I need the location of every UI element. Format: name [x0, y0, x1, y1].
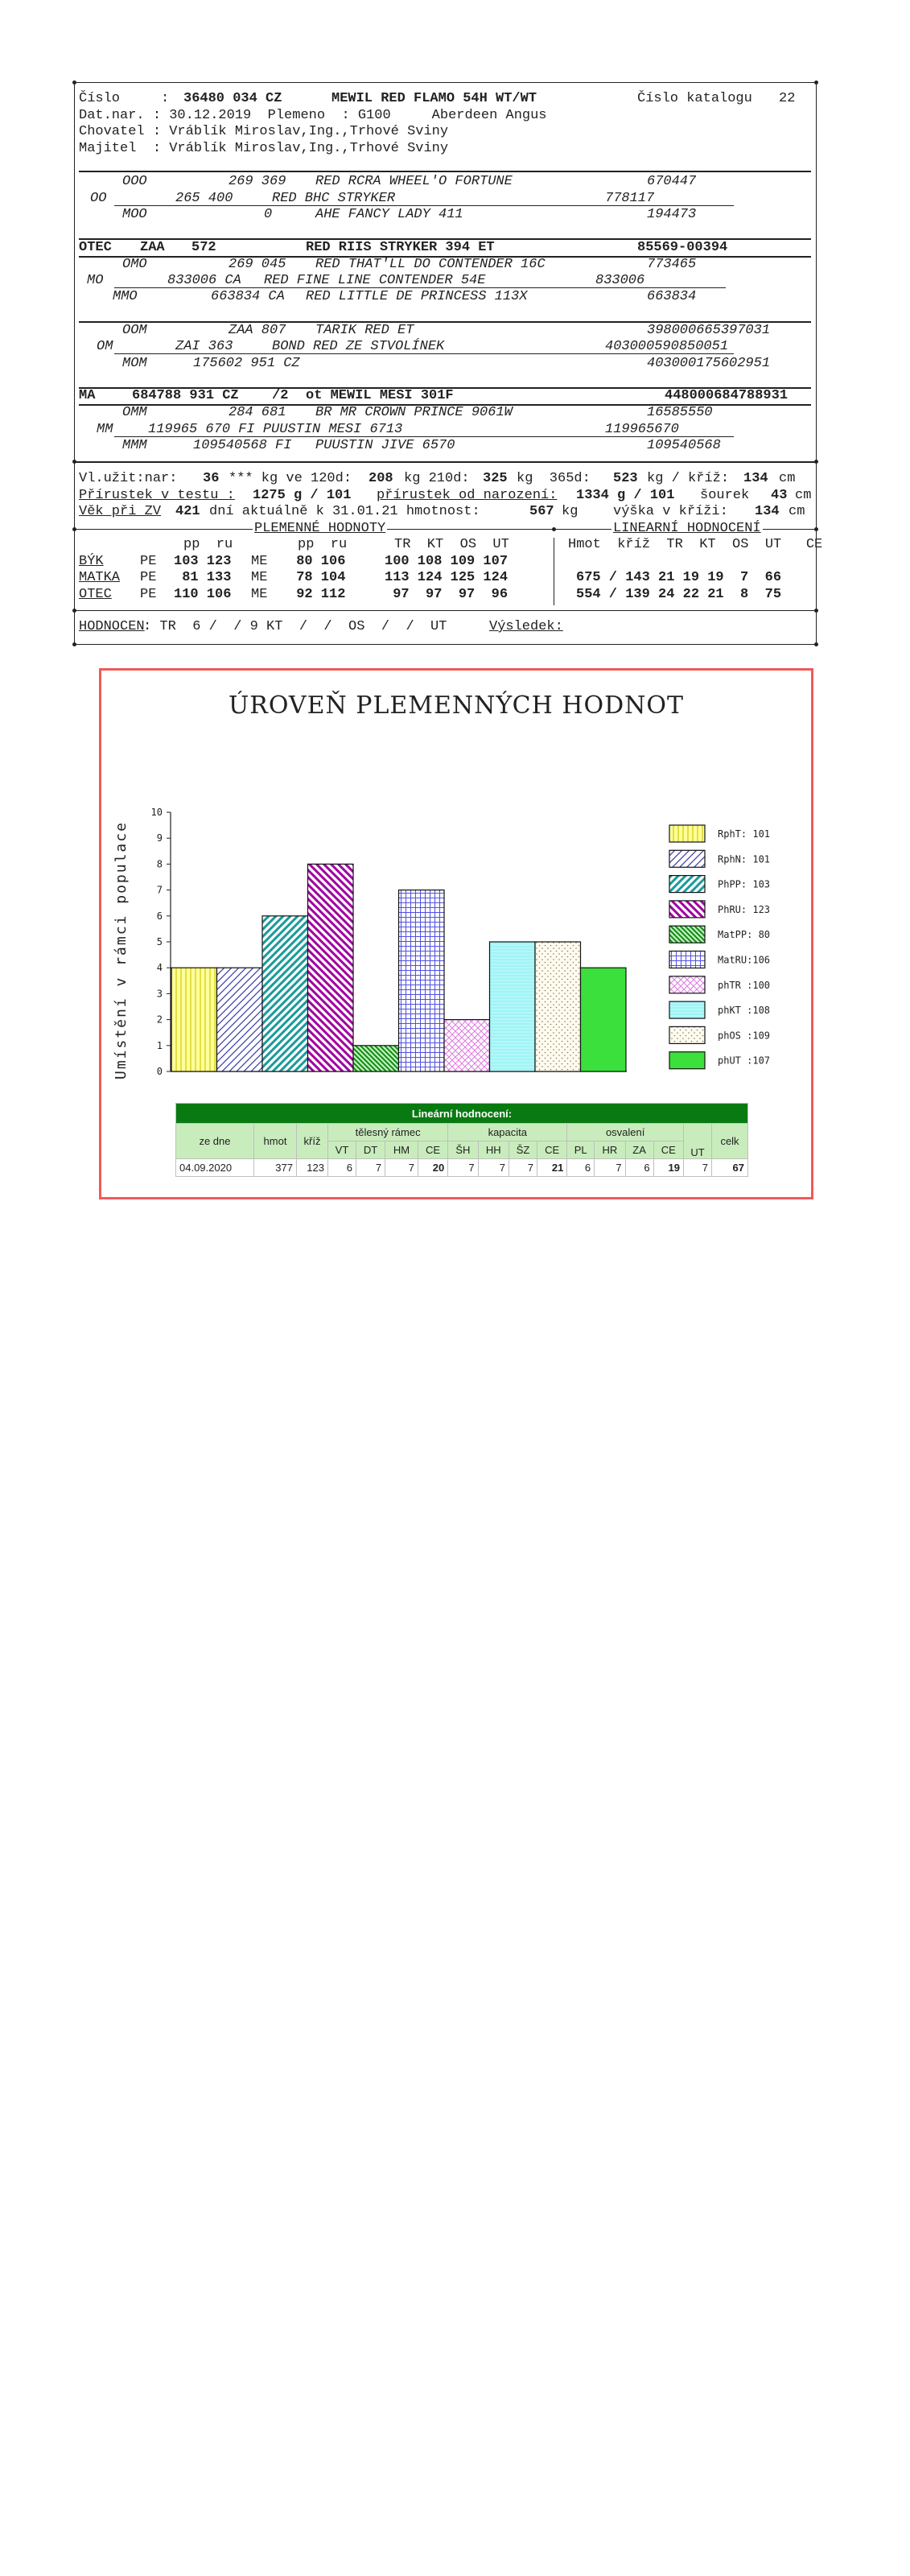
otec-breed: ZAA — [140, 240, 165, 255]
sourek-unit: cm — [795, 488, 812, 503]
sub-hm: HM — [385, 1141, 418, 1159]
vl-value: 36 — [203, 471, 220, 486]
ooo-num: 269 369 — [229, 174, 286, 189]
omm-name: BR MR CROWN PRINCE 9061W — [315, 405, 513, 420]
hodnocen-label: HODNOCEN — [79, 619, 145, 634]
y-tick-label: 3 — [156, 988, 163, 1000]
bar-phUT — [581, 968, 627, 1071]
linear-table-title: Lineární hodnocení: — [176, 1104, 748, 1124]
pt-label: Přírustek v testu : — [79, 488, 235, 503]
omo-num: 269 045 — [229, 257, 286, 272]
mmm-num: 109540568 FI — [193, 438, 292, 453]
mo-code: MO — [87, 273, 104, 288]
bar-phTR — [444, 1020, 490, 1071]
otec-label: OTEC — [79, 240, 112, 255]
col-ramec: tělesný rámec — [328, 1124, 448, 1141]
head-linear: Hmot kříž TR KT OS UT CE — [568, 537, 823, 552]
cell: 19 — [653, 1159, 683, 1177]
sub-sz: ŠZ — [509, 1141, 537, 1159]
corner-dot — [814, 527, 818, 531]
breeding-title: PLEMENNÉ HODNOTY — [254, 521, 386, 536]
om-id: 403000590850051 — [605, 339, 729, 354]
cell: 20 — [418, 1159, 447, 1177]
ma-name: ot MEWIL MESI 301F — [306, 388, 454, 403]
legend-swatch — [669, 901, 705, 918]
mo-num: 833006 CA — [167, 273, 241, 288]
mm-name: 119965 670 FI PUUSTIN MESI 6713 — [148, 422, 403, 437]
legend-swatch — [669, 1052, 705, 1069]
y-tick-label: 1 — [156, 1039, 163, 1051]
corner-dot — [72, 609, 76, 613]
vyska-label: výška v kříži: — [613, 504, 728, 519]
omo-name: RED THAT'LL DO CONTENDER 16C — [315, 257, 546, 272]
otec-num: 572 — [191, 240, 216, 255]
omm-id: 16585550 — [647, 405, 713, 420]
y-tick-label: 7 — [156, 884, 163, 896]
mom-code: MOM — [122, 356, 147, 371]
bar-chart — [101, 671, 811, 1089]
vyska-unit: cm — [789, 504, 805, 519]
row-me: ME — [251, 587, 268, 602]
cell: 377 — [254, 1159, 297, 1177]
ooo-id: 670447 — [647, 174, 697, 189]
sub-ce: CE — [537, 1141, 567, 1159]
oom-num: ZAA 807 — [229, 323, 286, 338]
legend-swatch — [669, 1001, 705, 1018]
moo-name: AHE FANCY LADY 411 — [315, 207, 463, 222]
corner-dot — [552, 527, 556, 531]
otec-id: 85569-00394 — [637, 240, 728, 255]
mom-num: 175602 951 CZ — [193, 356, 300, 371]
mmm-name: PUUSTIN JIVE 6570 — [315, 438, 455, 453]
moo-id: 194473 — [647, 207, 697, 222]
sub-sh: ŠH — [448, 1141, 478, 1159]
mo-id: 833006 — [595, 273, 645, 288]
legend-label: MatRU:106 — [718, 954, 771, 966]
cislo-value: 36480 034 CZ — [183, 91, 282, 106]
head-pp-ru-me: pp ru — [298, 537, 348, 552]
mm-id: 119965670 — [605, 422, 679, 437]
sub-hh: HH — [478, 1141, 509, 1159]
birth-breed-line: Dat.nar. : 30.12.2019 Plemeno : G100 Aberdeen Angus — [79, 108, 547, 123]
col-kriz: kříž — [297, 1124, 328, 1159]
col-ut: UT — [684, 1124, 712, 1159]
corner-dot — [72, 642, 76, 646]
y-axis-label: Umístění v rámci populace — [113, 821, 130, 1080]
otec-name: RED RIIS STRYKER 394 ET — [306, 240, 495, 255]
weight-365d: 523 — [613, 471, 638, 486]
row-pe: PE — [140, 570, 157, 585]
omm-code: OMM — [122, 405, 147, 420]
bar-phKT — [490, 942, 536, 1071]
y-tick-label: 8 — [156, 858, 163, 870]
y-tick-label: 2 — [156, 1013, 163, 1026]
hmot-value: 567 — [529, 504, 554, 519]
cell: 123 — [297, 1159, 328, 1177]
legend-swatch — [669, 1026, 705, 1043]
cell: 7 — [509, 1159, 537, 1177]
corner-dot — [72, 460, 76, 464]
moo-num: 0 — [264, 207, 273, 222]
bar-PhPP — [262, 916, 308, 1071]
mmo-id: 663834 — [647, 289, 697, 304]
border-top — [74, 82, 816, 83]
legend-label: phKT :108 — [718, 1005, 771, 1017]
katalog-label: Číslo katalogu — [637, 91, 752, 106]
kriz-unit: cm — [779, 471, 796, 486]
catalog-card — [74, 80, 835, 662]
row-linear: 675 / 143 21 19 19 7 66 — [576, 570, 782, 585]
mmo-num: 663834 CA — [211, 289, 285, 304]
bar-PhRU — [308, 864, 354, 1071]
row-me: ME — [251, 570, 268, 585]
row-pe-values: 110 106 — [174, 587, 232, 602]
mmm-id: 109540568 — [647, 438, 721, 453]
linear-title: LINEARNÍ HODNOCENÍ — [613, 521, 761, 536]
om-num: ZAI 363 — [175, 339, 233, 354]
col-osvaleni: osvalení — [567, 1124, 684, 1141]
ma-num: 684788 931 CZ — [132, 388, 239, 403]
sub-pl: PL — [567, 1141, 595, 1159]
mo-name: RED FINE LINE CONTENDER 54E — [264, 273, 486, 288]
sourek-label: šourek — [700, 488, 750, 503]
separator — [74, 461, 816, 463]
border-left — [74, 82, 75, 644]
hmot-unit: kg — [562, 504, 579, 519]
row-pe-values: 103 123 — [174, 554, 232, 569]
oo-name: RED BHC STRYKER — [272, 191, 396, 206]
legend-label: MatPP: 80 — [718, 929, 771, 941]
cislo-label: Číslo : — [79, 91, 170, 106]
col-kapacita: kapacita — [448, 1124, 567, 1141]
y-tick-label: 9 — [156, 832, 163, 844]
separator — [74, 610, 816, 611]
sub-hr: HR — [595, 1141, 625, 1159]
legend-swatch — [669, 850, 705, 867]
mmm-code: MMM — [122, 438, 147, 453]
ma-id: 448000684788931 — [665, 388, 789, 403]
row-name: MATKA — [79, 570, 121, 585]
cell: 7 — [595, 1159, 625, 1177]
col-celk: celk — [712, 1124, 748, 1159]
vl-mid: *** kg ve 120d: — [229, 471, 352, 486]
omm-num: 284 681 — [229, 405, 286, 420]
legend-swatch — [669, 825, 705, 842]
cell: 7 — [448, 1159, 478, 1177]
sub-ce: CE — [653, 1141, 683, 1159]
row-traits: 97 97 97 96 — [385, 587, 509, 602]
oo-id: 778117 — [605, 191, 655, 206]
kriz-value: 134 — [743, 471, 768, 486]
bar-MatPP — [353, 1046, 399, 1071]
hodnocen-values: : TR 6 / / 9 KT / / OS / / UT — [143, 619, 447, 634]
vek-mid: dní aktuálně k 31.01.21 hmotnost: — [209, 504, 480, 519]
col-hmot: hmot — [254, 1124, 297, 1159]
cell: 6 — [567, 1159, 595, 1177]
ma-lact: /2 — [272, 388, 289, 403]
underline — [114, 353, 734, 354]
table-row — [176, 1159, 748, 1177]
row-linear: 554 / 139 24 22 21 8 75 — [576, 587, 782, 602]
pn-value: 1334 g / 101 — [576, 488, 675, 503]
head-pp-ru: pp ru — [183, 537, 233, 552]
sourek-value: 43 — [771, 488, 788, 503]
legend-swatch — [669, 876, 705, 893]
cell: 6 — [625, 1159, 653, 1177]
d365-label: kg 365d: — [517, 471, 591, 486]
ooo-code: OOO — [122, 174, 147, 189]
oom-id: 398000665397031 — [647, 323, 771, 338]
weight-210d: 325 — [483, 471, 508, 486]
border-right — [816, 82, 817, 644]
mm-code: MM — [97, 422, 113, 437]
legend-label: phTR :100 — [718, 979, 771, 991]
legend-label: PhRU: 123 — [718, 903, 771, 915]
cell: 67 — [712, 1159, 748, 1177]
border-bottom — [74, 644, 816, 645]
row-me-values: 80 106 — [288, 554, 346, 569]
ooo-name: RED RCRA WHEEL'O FORTUNE — [315, 174, 513, 189]
legend-label: PhPP: 103 — [718, 878, 771, 890]
cell: 7 — [684, 1159, 712, 1177]
corner-dot — [814, 460, 818, 464]
head-traits: TR KT OS UT — [394, 537, 509, 552]
row-pe: PE — [140, 587, 157, 602]
om-name: BOND RED ZE STVOLÍNEK — [272, 339, 445, 354]
y-tick-label: 5 — [156, 936, 163, 947]
oom-name: TARIK RED ET — [315, 323, 414, 338]
separator — [79, 171, 811, 172]
chovatel-line: Chovatel : Vráblík Miroslav,Ing.,Trhové Sviny — [79, 124, 449, 139]
d210-label: kg 210d: — [404, 471, 470, 486]
sub-za: ZA — [625, 1141, 653, 1159]
animal-name: MEWIL RED FLAMO 54H WT/WT — [331, 91, 537, 106]
om-code: OM — [97, 339, 113, 354]
row-me-values: 78 104 — [288, 570, 346, 585]
corner-dot — [72, 527, 76, 531]
legend-label: phOS :109 — [718, 1030, 771, 1042]
sub-dt: DT — [356, 1141, 385, 1159]
vek-value: 421 — [175, 504, 200, 519]
pn-label: přírustek od narození: — [377, 488, 558, 503]
corner-dot — [814, 609, 818, 613]
chart-title: ÚROVEŇ PLEMENNÝCH HODNOT — [228, 691, 684, 720]
cell: 7 — [478, 1159, 509, 1177]
legend-swatch — [669, 926, 705, 943]
omo-id: 773465 — [647, 257, 697, 272]
vek-label: Věk při ZV — [79, 504, 162, 519]
corner-dot — [814, 642, 818, 646]
cell: 7 — [356, 1159, 385, 1177]
linear-table — [175, 1103, 748, 1177]
kriz-label: kg / kříž: — [647, 471, 730, 486]
vysledek-label: Výsledek: — [489, 619, 563, 634]
bar-MatRU — [399, 890, 445, 1071]
vl-label: Vl.užit:nar: — [79, 471, 178, 486]
mom-id: 403000175602951 — [647, 356, 771, 371]
sub-vt: VT — [328, 1141, 356, 1159]
oom-code: OOM — [122, 323, 147, 338]
legend-label: RphT: 101 — [718, 828, 771, 840]
sub-ce: CE — [418, 1141, 447, 1159]
mmo-code: MMO — [113, 289, 138, 304]
mmo-name: RED LITTLE DE PRINCESS 113X — [306, 289, 528, 304]
y-tick-label: 6 — [156, 910, 163, 922]
row-pe-values: 81 133 — [174, 570, 232, 585]
katalog-value: 22 — [779, 91, 796, 106]
pt-value: 1275 g / 101 — [253, 488, 352, 503]
majitel-line: Majitel : Vráblík Miroslav,Ing.,Trhové Sviny — [79, 141, 449, 156]
legend-swatch — [669, 952, 705, 968]
row-name: OTEC — [79, 587, 112, 602]
cell: 6 — [328, 1159, 356, 1177]
cell: 7 — [385, 1159, 418, 1177]
omo-code: OMO — [122, 257, 147, 272]
row-me-values: 92 112 — [288, 587, 346, 602]
moo-code: MOO — [122, 207, 147, 222]
row-pe: PE — [140, 554, 157, 569]
bar-RphT — [171, 968, 217, 1071]
ma-label: MA — [79, 388, 96, 403]
row-traits: 113 124 125 124 — [385, 570, 509, 585]
chart-panel — [99, 668, 813, 1199]
y-tick-label: 10 — [150, 807, 163, 818]
legend-swatch — [669, 976, 705, 993]
legend-label: phUT :107 — [718, 1055, 771, 1067]
vyska-value: 134 — [755, 504, 780, 519]
bar-RphN — [217, 968, 263, 1071]
y-tick-label: 4 — [156, 962, 163, 974]
oo-code: OO — [90, 191, 107, 206]
oo-num: 265 400 — [175, 191, 233, 206]
cell-date: 04.09.2020 — [176, 1159, 254, 1177]
legend-label: RphN: 101 — [718, 853, 771, 865]
row-name: BÝK — [79, 554, 104, 569]
row-traits: 100 108 109 107 — [385, 554, 509, 569]
bar-phOS — [535, 942, 581, 1071]
weight-120d: 208 — [369, 471, 393, 486]
col-zedne: ze dne — [176, 1124, 254, 1159]
cell: 21 — [537, 1159, 567, 1177]
y-tick-label: 0 — [156, 1066, 163, 1077]
row-me: ME — [251, 554, 268, 569]
